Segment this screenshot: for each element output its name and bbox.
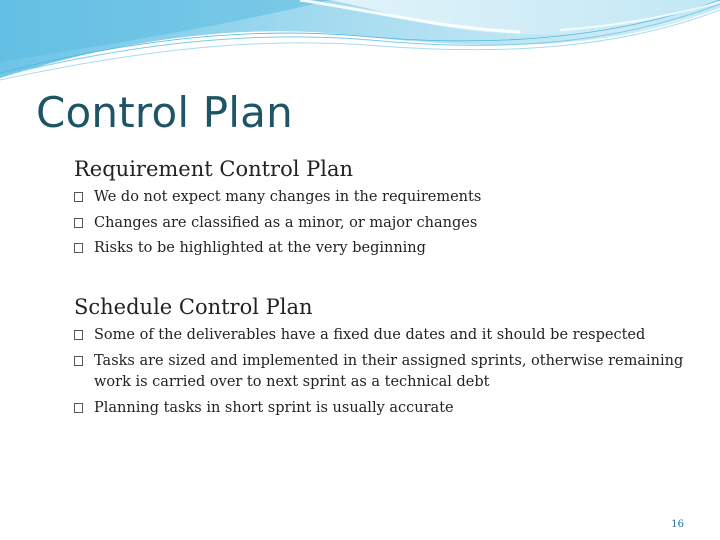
bullet-item [74,351,704,394]
section-heading: Schedule Control Plan [74,295,313,319]
requirement-control-plan-section [74,157,704,264]
page-number: 16 [671,519,684,530]
bullet-list [74,187,704,260]
bullet-text: Risks to be highlighted at the very beginning [94,240,426,256]
header-wave-decoration [0,0,720,90]
bullet-item [74,325,704,347]
bullet-item [74,187,704,209]
bullet-list [74,325,704,419]
bullet-text: Planning tasks in short sprint is usually accurate [94,399,454,416]
square-bullet-icon [74,330,83,340]
square-bullet-icon [74,243,83,253]
slide-title: Control Plan [36,88,293,137]
square-bullet-icon [74,218,83,228]
square-bullet-icon [74,403,83,413]
bullet-text: Some of the deliverables have a fixed due dates and it should be respected [94,327,646,343]
bullet-item [74,398,704,420]
square-bullet-icon [74,356,83,366]
section-heading: Requirement Control Plan [74,157,354,181]
schedule-control-plan-section [74,295,704,423]
bullet-text: Tasks are sized and implemented in their assigned sprints, otherwise remaining work is carried over to next sprint as a technical debt [94,352,684,390]
bullet-text: Changes are classified as a minor, or major changes [94,214,478,231]
bullet-text: We do not expect many changes in the requirements [94,189,482,205]
bullet-item [74,238,704,260]
square-bullet-icon [74,192,83,202]
bullet-item [74,213,704,235]
